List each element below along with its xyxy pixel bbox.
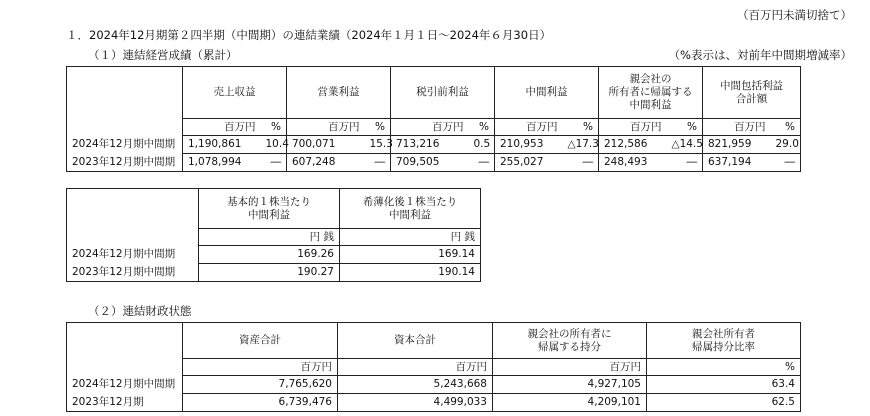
eps-value: 169.26 xyxy=(199,246,340,264)
unit-amount: 百万円 xyxy=(183,119,261,136)
value-cell: 4,927,105 xyxy=(493,376,647,394)
pct-cell: 0.5 xyxy=(469,136,495,154)
header-row xyxy=(67,189,481,229)
amount-cell: 637,194 xyxy=(703,154,771,172)
section1-heading: （１）連結経営成績（累計） xyxy=(88,48,238,62)
table-row xyxy=(67,376,801,394)
pct-cell: ― xyxy=(469,154,495,172)
financial-position-table xyxy=(66,322,801,412)
pct-cell: △14.5 xyxy=(667,136,703,154)
unit-pct: % xyxy=(469,119,495,136)
unit-amount: 百万円 xyxy=(287,119,365,136)
unit-cell: 百万円 xyxy=(493,359,647,376)
table-row xyxy=(67,394,801,412)
unit-blank xyxy=(67,119,183,136)
unit-blank xyxy=(67,359,183,376)
value-cell: 62.5 xyxy=(647,394,801,412)
percent-note: （%表示は、対前年中間期増減率） xyxy=(668,48,852,62)
pct-cell: ― xyxy=(563,154,599,172)
row-label: 2024年12月期中間期 xyxy=(67,136,183,154)
amount-cell: 255,027 xyxy=(495,154,563,172)
value-cell: 63.4 xyxy=(647,376,801,394)
row-label: 2023年12月期中間期 xyxy=(67,154,183,172)
unit-amount: 百万円 xyxy=(391,119,469,136)
value-cell: 4,499,033 xyxy=(338,394,493,412)
pct-cell: 15.3 xyxy=(365,136,391,154)
unit-pct: % xyxy=(261,119,287,136)
report-title: １．2024年12月期第２四半期（中間期）の連結業績（2024年１月１日～2024年６月30日） xyxy=(66,28,552,42)
amount-cell: 607,248 xyxy=(287,154,365,172)
table-row xyxy=(67,246,481,264)
col-header: 営業利益 xyxy=(287,67,391,119)
amount-cell: 821,959 xyxy=(703,136,771,154)
row-label: 2024年12月期中間期 xyxy=(67,246,199,264)
pct-cell: 10.4 xyxy=(261,136,287,154)
unit-pct: % xyxy=(771,119,801,136)
header-row xyxy=(67,323,801,359)
amount-cell: 212,586 xyxy=(599,136,667,154)
value-cell: 4,209,101 xyxy=(493,394,647,412)
table-row xyxy=(67,136,801,154)
col-header: 税引前利益 xyxy=(391,67,495,119)
col-header: 親会社の 所有者に帰属する 中間利益 xyxy=(599,67,703,119)
unit-yen-sen: 円 銭 xyxy=(199,229,340,246)
header-blank xyxy=(67,189,199,229)
unit-pct: % xyxy=(563,119,599,136)
eps-value: 169.14 xyxy=(340,246,481,264)
unit-pct: % xyxy=(667,119,703,136)
unit-amount: 百万円 xyxy=(599,119,667,136)
unit-pct: % xyxy=(365,119,391,136)
pct-cell: ― xyxy=(365,154,391,172)
pct-cell: △17.3 xyxy=(563,136,599,154)
value-cell: 6,739,476 xyxy=(183,394,338,412)
row-label: 2023年12月期中間期 xyxy=(67,264,199,282)
amount-cell: 1,078,994 xyxy=(183,154,261,172)
header-row xyxy=(67,67,801,119)
operating-results-table xyxy=(66,66,801,172)
eps-table xyxy=(66,188,481,282)
unit-cell: 百万円 xyxy=(183,359,338,376)
unit-yen-sen: 円 銭 xyxy=(340,229,481,246)
section2-heading: （２）連結財政状態 xyxy=(88,304,192,318)
header-blank xyxy=(67,323,183,359)
col-header: 中間包括利益 合計額 xyxy=(703,67,801,119)
unit-row xyxy=(67,229,481,246)
amount-cell: 210,953 xyxy=(495,136,563,154)
col-header: 資産合計 xyxy=(183,323,338,359)
amount-cell: 709,505 xyxy=(391,154,469,172)
table-row xyxy=(67,154,801,172)
unit-amount: 百万円 xyxy=(495,119,563,136)
amount-cell: 700,071 xyxy=(287,136,365,154)
col-header: 資本合計 xyxy=(338,323,493,359)
unit-blank xyxy=(67,229,199,246)
unit-note: （百万円未満切捨て） xyxy=(737,8,852,22)
col-header: 基本的１株当たり 中間利益 xyxy=(199,189,340,229)
unit-cell: 百万円 xyxy=(338,359,493,376)
pct-cell: ― xyxy=(771,154,801,172)
eps-value: 190.27 xyxy=(199,264,340,282)
table-row xyxy=(67,264,481,282)
col-header: 中間利益 xyxy=(495,67,599,119)
amount-cell: 713,216 xyxy=(391,136,469,154)
amount-cell: 248,493 xyxy=(599,154,667,172)
col-header: 親会社の所有者に 帰属する持分 xyxy=(493,323,647,359)
pct-cell: 29.0 xyxy=(771,136,801,154)
col-header: 売上収益 xyxy=(183,67,287,119)
unit-cell: % xyxy=(647,359,801,376)
col-header: 親会社所有者 帰属持分比率 xyxy=(647,323,801,359)
header-blank xyxy=(67,67,183,119)
pct-cell: ― xyxy=(667,154,703,172)
unit-amount: 百万円 xyxy=(703,119,771,136)
pct-cell: ― xyxy=(261,154,287,172)
value-cell: 7,765,620 xyxy=(183,376,338,394)
row-label: 2024年12月期中間期 xyxy=(67,376,183,394)
col-header: 希薄化後１株当たり 中間利益 xyxy=(340,189,481,229)
row-label: 2023年12月期 xyxy=(67,394,183,412)
eps-value: 190.14 xyxy=(340,264,481,282)
value-cell: 5,243,668 xyxy=(338,376,493,394)
amount-cell: 1,190,861 xyxy=(183,136,261,154)
unit-row xyxy=(67,359,801,376)
unit-row xyxy=(67,119,801,136)
